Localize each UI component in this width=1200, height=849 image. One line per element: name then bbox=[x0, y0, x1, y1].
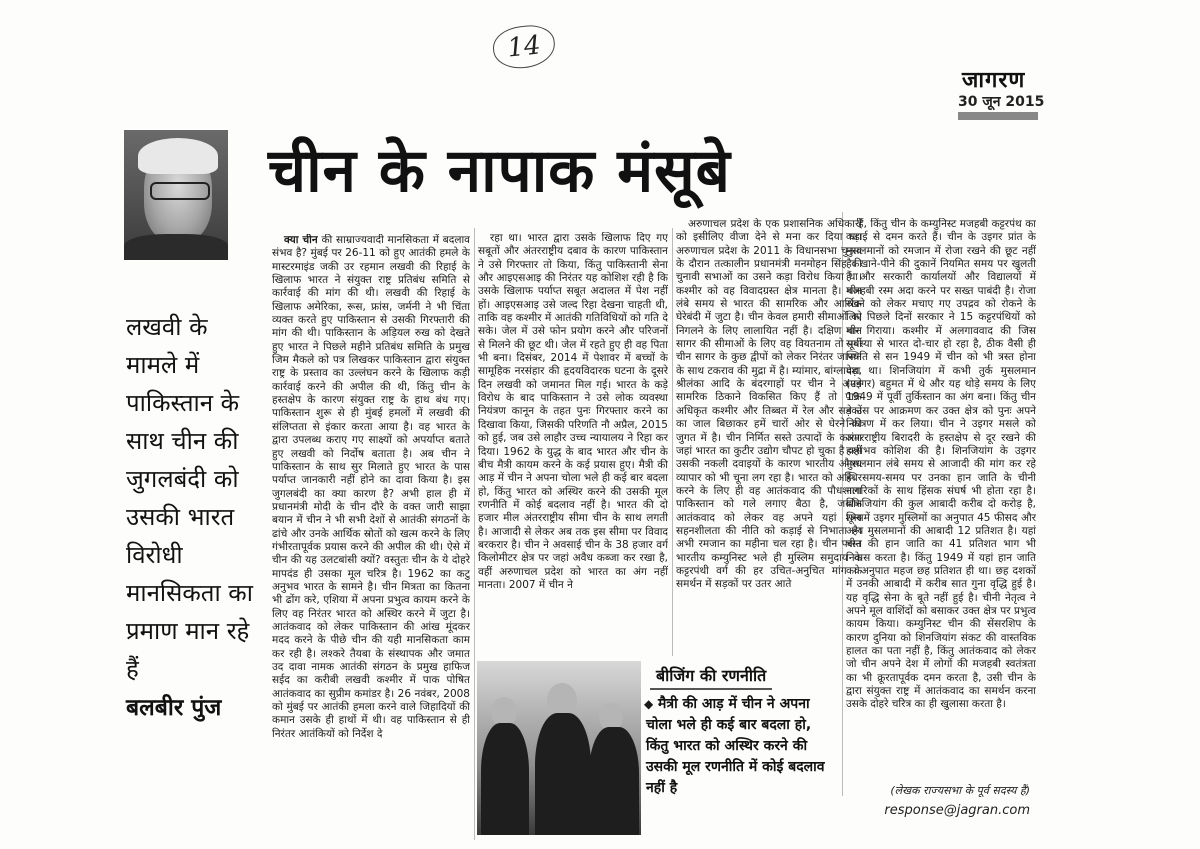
author-portrait bbox=[124, 130, 228, 260]
article-column-2 bbox=[478, 232, 668, 650]
column-rule bbox=[474, 228, 475, 840]
photo-person-body bbox=[589, 727, 639, 835]
lead-words: क्या चीन bbox=[284, 234, 318, 246]
portrait-hair bbox=[138, 138, 218, 174]
box-title: बीजिंग की रणनीति bbox=[650, 662, 772, 690]
news-photo bbox=[477, 661, 641, 835]
photo-person-body bbox=[481, 723, 529, 835]
headline: चीन के नापाक मंसूबे bbox=[268, 136, 731, 206]
portrait-shoulder bbox=[124, 234, 228, 260]
article-column-3 bbox=[676, 218, 862, 648]
dateline: 30 जून 2015 bbox=[958, 94, 1045, 110]
dateline-bar bbox=[958, 112, 1038, 120]
portrait-glasses bbox=[150, 182, 210, 200]
column-text: रहा था। भारत द्वारा उसके खिलाफ दिए गए सबूतों और अंतरराष्ट्रीय दबाव के कारण पाकिस्तान ने उसे गिरफ्तार तो किया, किंतु पाकिस्तानी सेना और आइएसआइ की निरंतर यह कोशिश रही है कि उसके खिलाफ पर्याप्त सबूत अदालत में पेश नहीं हों। आइएसआइ उसे जल्द रिहा देखना चाहती थी, ताकि वह कश्मीर में आतंकी गतिविधियों को गति दे सके। जेल में उसे फोन प्रयोग करने और परिजनों से मिलने की छूट थी। जेल में रहते हुए ही वह पिता भी बना। दिसंबर, 2014 में पेशावर में बच्चों के सामूहिक नरसंहार की हृदयविदारक घटना के दूसरे दिन लखवी को जमानत मिल गई। भारत के कड़े विरोध के बाद पाकिस्तान ने उसे लोक व्यवस्था नियंत्रण कानून के तहत पुनः गिरफ्तार करने का दिखावा किया, जिसकी परिणति नौ अप्रैल, 2015 को हुई, जब उसे लाहौर उच्च न्यायालय ने रिहा कर दिया। 1962 के युद्ध के बाद भारत और चीन के बीच मैत्री कायम करने के कई प्रयास हुए। मैत्री की आड़ में चीन ने अपना चोला भले ही कई बार बदला हो, किंतु भारत को अस्थिर करने की उसकी मूल रणनीति में कोई बदलाव नहीं है। भारत की दो हजार मील अंतरराष्ट्रीय सीमा चीन के साथ लगती है। आजादी से लेकर अब तक इस सीमा पर विवाद बरकरार है। चीन ने अवसाई चीन के 38 हजार वर्ग किलोमीटर क्षेत्र पर जहां अवैध कब्जा कर रखा है, वहीं अरुणाचल प्रदेश को भारत का अंग नहीं मानता। 2007 में चीन ने bbox=[478, 232, 668, 591]
photo-person-head bbox=[547, 683, 577, 717]
masthead: जागरण bbox=[962, 67, 1026, 93]
column-text: की साम्राज्यवादी मानसिकता में बदलाव संभव है? मुंबई पर 26-11 को हुए आतंकी हमले के मास्टरमाइंड जकी उर रहमान लखवी की रिहाई के खिलाफ भारत ने संयुक्त राष्ट्र प्रतिबंध समिति से कार्रवाई की मांग की थी। लखवी की रिहाई के खिलाफ अमेरिका, रूस, फ्रांस, जर्मनी ने भी चिंता व्यक्त करते हुए पाकिस्तान से उसकी गिरफ्तारी की मांग की थी। पाकिस्तान के अड़ियल रुख को देखते हुए भारत ने पिछले महीने प्रतिबंध समिति के प्रमुख जिम मैकले को पत्र लिखकर पाकिस्तान द्वारा संयुक्त राष्ट्र के प्रस्ताव का उल्लंघन करने के खिलाफ कड़ी कार्रवाई करने की अपील की थी, किंतु चीन के हस्तक्षेप के कारण संयुक्त राष्ट्र के हाथ बंध गए। पाकिस्तान शुरू से ही मुंबई हमलों में लखवी की संलिप्तता से इंकार करता आया है। वह भारत के द्वारा उपलब्ध कराए गए साक्ष्यों को अपर्याप्त बताते हुए लखवी को निर्दोष बताता है। अब चीन ने पाकिस्तान के साथ सुर मिलाते हुए भारत के पास पर्याप्त जानकारी नहीं होने का दावा किया है। इस जुगलबंदी का क्या कारण है? अभी हाल ही में प्रधानमंत्री मोदी के चीन दौरे के वक्त जारी साझा बयान में चीन ने भी सभी देशों से आतंकी संगठनों के ढांचे और उनके आर्थिक स्रोतों को खत्म करने के लिए गंभीरतापूर्वक प्रयास करने की अपील की थी। ऐसे में चीन की यह उलटबांसी क्यों? वस्तुतः चीन के ये दोहरे मापदंड ही उसका मूल चरित्र है। 1962 का कटु अनुभव भारत के सामने है। चीन मित्रता का कितना भी ढोंग करे, एशिया में अपना प्रभुत्व कायम करने के लिए वह निरंतर भारत को अस्थिर करने में जुटा है। आतंकवाद को लेकर पाकिस्तान की आंख मूंदकर मदद करने के पीछे चीन की यही मानसिकता काम कर रही है। लश्करे तैयबा के संस्थापक और जमात उद दावा नामक आतंकी संगठन के प्रमुख हाफिज सईद का करीबी लखवी कश्मीर में पाक पोषित आतंकवाद का सुप्रीम कमांडर है। 26 नवंबर, 2008 को मुंबई पर आतंकी हमला करने वाले जिहादियों की कमान उसके ही हाथों में थी। वह पाकिस्तान से ही निरंतर आतंकियों को निर्देश दे bbox=[272, 234, 470, 740]
column-text: हैं, किंतु चीन के कम्युनिस्ट मजहबी कट्टरपंथ का कड़ाई से दमन करते हैं। चीन के उइगर प्रांत के मुसलमानों को रमजान में रोजा रखने की छूट नहीं है। खाने-पीने की दुकानें नियमित समय पर खुलती हैं और सरकारी कार्यालयों और विद्यालयों में मजहबी रस्म अदा करने पर सख्त पाबंदी है। रोजा रखने को लेकर मचाए गए उपद्रव को रोकने के लिए पिछले दिनों सरकार ने 15 कट्टरपंथियों को मार गिराया। कश्मीर में अलगाववाद की जिस समस्या से भारत दो-चार हो रहा है, ठीक वैसी ही स्थिति से सन 1949 में चीन को भी त्रस्त होना पड़ा था। शिनजियांग में कभी तुर्क मुसलमान (उइगर) बहुमत में थे और यह थोड़े समय के लिए 1949 में पूर्वी तुर्किस्तान का अंग बना। किंतु चीन ने उस पर आक्रमण कर उक्त क्षेत्र को पुनः अपने नियंत्रण में कर लिया। चीन ने उइगर मसले को अंतरराष्ट्रीय बिरादरी के हस्तक्षेप से दूर रखने की हरसंभव कोशिश की है। शिनजियांग के उइगर मुसलमान लंबे समय से आजादी की मांग कर रहे हैं। समय-समय पर उनका हान जाति के चीनी नागरिकों के साथ हिंसक संघर्ष भी होता रहा है। शिनजियांग की कुल आबादी करीब दो करोड़ है, जिसमें उइगर मुस्लिमों का अनुपात 45 फीसद और अन्य मुसलमानों की आबादी 12 प्रतिशत है। यहां चीन की हान जाति का 41 प्रतिशत भाग भी निवास करता है। किंतु 1949 में यहां हान जाति का अनुपात महज छह प्रतिशत ही था। छह दशकों में उनकी आबादी में करीब सात गुना वृद्धि हुई है। यह वृद्धि सेना के बूते नहीं हुई है। चीनी नेतृत्व ने अपने मूल वाशिंदों को बसाकर उक्त क्षेत्र पर प्रभुत्व कायम किया। कम्युनिस्ट चीन की सेंसरशिप के कारण दुनिया को शिनजियांग संकट की वास्तविक हालत का पता नहीं है, किंतु आतंकवाद को लेकर जो चीन अपने देश में लोगों की मजहबी स्वतंत्रता का भी क्रूरतापूर्वक दमन करता है, उसी चीन के द्वारा संयुक्त राष्ट्र में आतंकवाद का समर्थन करना उसके दोहरे चरित्र का ही खुलासा करता है। bbox=[846, 218, 1036, 711]
page-number: 14 bbox=[491, 23, 557, 71]
article-column-4 bbox=[846, 218, 1036, 792]
pullquote: लखवी के मामले में पाकिस्तान के साथ चीन की जुगलबंदी को उसकी भारत विरोधी मानसिकता का प्रमाण मान रहे हैं bbox=[126, 313, 253, 683]
response-email: response@jagran.com bbox=[884, 803, 1030, 818]
author-note: (लेखक राज्यसभा के पूर्व सदस्य हैं) bbox=[890, 784, 1030, 797]
photo-person-body bbox=[535, 713, 591, 835]
column-text: अरुणाचल प्रदेश के एक प्रशासनिक अधिकारी को इसीलिए वीजा देने से मना कर दिया था। अरुणाचल प्रदेश के 2011 के विधानसभा चुनाव के दौरान तत्कालीन प्रधानमंत्री मनमोहन सिंह की चुनावी सभाओं का उसने कड़ा विरोध किया था। कश्मीर को वह विवादग्रस्त क्षेत्र मानता है। चीन लंबे समय से भारत की सामरिक और आर्थिक घेरेबंदी में जुटा है। चीन केवल हमारी सीमाओं को निगलने के लिए लालायित नहीं है। दक्षिण चीन सागर की सीमाओं के लिए वह वियतनाम तो पूर्वी चीन सागर के कुछ द्वीपों को लेकर निरंतर जापान के साथ टकराव की मुद्रा में है। म्यांमार, बांग्लादेश, श्रीलंका आदि के बंदरगाहों पर चीन ने अपने सामरिक ठिकाने विकसित किए हैं तो पाक अधिकृत कश्मीर और तिब्बत में रेल और सड़कों का जाल बिछाकर हमें चारों ओर से घेरने की जुगत में है। चीन निर्मित सस्ते उत्पादों के कारण जहां भारत का कुटीर उद्योग चौपट हो चुका है वहीं उसकी नकली दवाइयों के कारण भारतीय औषध व्यापार को भी चूना लग रहा है। भारत को अस्थिर करने के लिए ही वह आतंकवाद की पौधशाला पाकिस्तान को गले लगाए बैठा है, जबकि आतंकवाद को लेकर वह अपने यहां शून्य सहनशीलता की नीति को कड़ाई से निभाता है। अभी रमजान का महीना चल रहा है। चीन परस्त भारतीय कम्युनिस्ट भले ही मुस्लिम समुदाय के कट्टरपंथी वर्ग की हर उचित-अनुचित मांग के समर्थन में सड़कों पर उतर आते bbox=[676, 218, 862, 591]
byline: बलबीर पुंज bbox=[126, 695, 222, 721]
article-column-1 bbox=[272, 234, 470, 840]
bullet-icon: ◆ bbox=[644, 697, 654, 711]
column-rule bbox=[672, 228, 673, 656]
box-text: मैत्री की आड़ में चीन ने अपना चोला भले ही कई बार बदला हो, किंतु भारत को अस्थिर करने की उसकी मूल रणनीति में कोई बदलाव नहीं है bbox=[646, 696, 825, 796]
